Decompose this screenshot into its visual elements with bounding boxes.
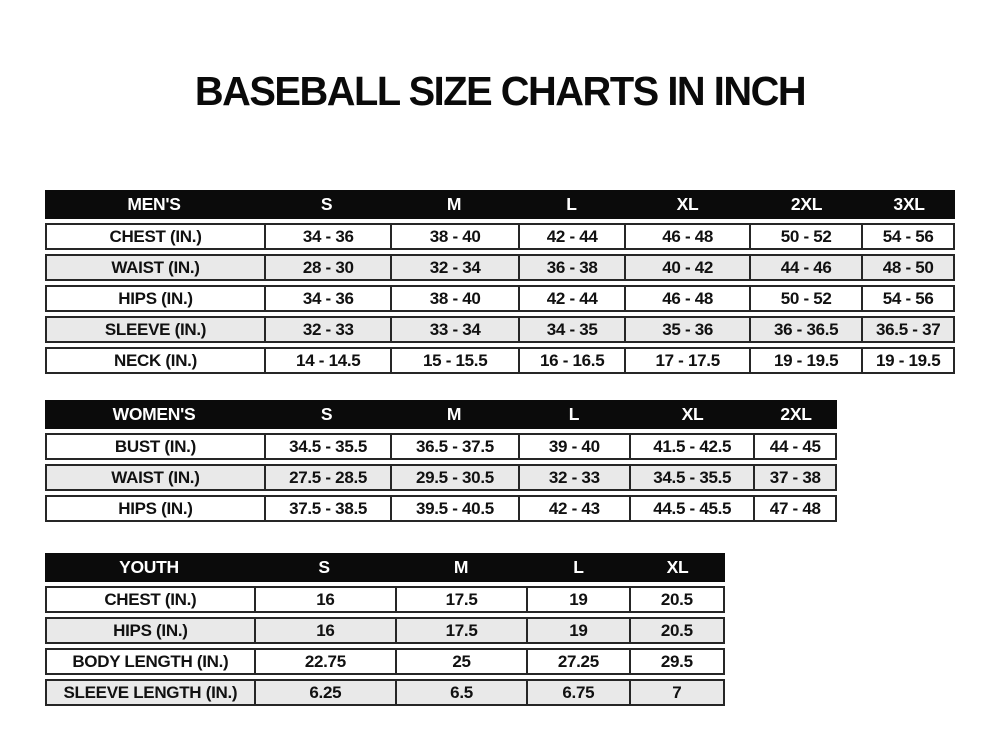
row-label: SLEEVE LENGTH (IN.) (63, 682, 238, 702)
size-value: 41.5 - 42.5 (629, 435, 753, 458)
column-header: 3XL (893, 194, 925, 214)
column-header: S (320, 404, 333, 424)
row-label: CHEST (IN.) (109, 226, 202, 246)
size-value: 19 (526, 588, 628, 611)
table-row (45, 347, 955, 374)
size-value: 50 - 52 (749, 287, 862, 310)
size-value: 34.5 - 35.5 (629, 466, 753, 489)
size-value: 39 - 40 (518, 435, 629, 458)
row-label: WAIST (IN.) (111, 467, 200, 487)
size-value: 54 - 56 (861, 225, 953, 248)
size-value: 39.5 - 40.5 (390, 497, 517, 520)
size-value: 37.5 - 38.5 (264, 497, 390, 520)
row-label: CHEST (IN.) (104, 589, 197, 609)
size-value: 17.5 (395, 619, 526, 642)
size-value: 46 - 48 (624, 287, 748, 310)
youth-header-row (45, 553, 725, 582)
column-header: M (446, 404, 462, 424)
size-value: 44.5 - 45.5 (629, 497, 753, 520)
size-value: 17 - 17.5 (624, 349, 748, 372)
size-value: 40 - 42 (624, 256, 748, 279)
size-value: 38 - 40 (390, 225, 517, 248)
row-label: NECK (IN.) (114, 350, 197, 370)
column-header: YOUTH (119, 557, 179, 577)
size-value: 35 - 36 (624, 318, 748, 341)
womens-size-table (45, 400, 837, 522)
size-value: 27.25 (526, 650, 628, 673)
youth-size-table (45, 553, 725, 706)
size-value: 6.75 (526, 681, 628, 704)
size-value: 16 (254, 588, 395, 611)
size-value: 46 - 48 (624, 225, 748, 248)
row-label: HIPS (IN.) (118, 288, 193, 308)
column-header: 2XL (780, 404, 812, 424)
size-value: 6.25 (254, 681, 395, 704)
size-value: 19 (526, 619, 628, 642)
size-value: 44 - 45 (753, 435, 835, 458)
table-row (45, 433, 837, 460)
row-label: HIPS (IN.) (113, 620, 188, 640)
size-value: 42 - 44 (518, 225, 625, 248)
size-value: 36.5 - 37 (861, 318, 953, 341)
size-value: 29.5 (629, 650, 723, 673)
size-value: 36 - 38 (518, 256, 625, 279)
column-header: L (566, 194, 577, 214)
size-value: 16 - 16.5 (518, 349, 625, 372)
row-label: BUST (IN.) (114, 436, 196, 456)
size-value: 50 - 52 (749, 225, 862, 248)
size-value: 20.5 (629, 619, 723, 642)
column-header: S (318, 557, 330, 577)
column-header: XL (681, 404, 704, 424)
size-value: 27.5 - 28.5 (264, 466, 390, 489)
size-value: 34 - 35 (518, 318, 625, 341)
column-header: XL (676, 194, 699, 214)
row-label: SLEEVE (IN.) (104, 319, 207, 339)
size-value: 54 - 56 (861, 287, 953, 310)
table-row (45, 586, 725, 613)
mens-size-table (45, 190, 955, 374)
size-value: 25 (395, 650, 526, 673)
size-value: 17.5 (395, 588, 526, 611)
size-value: 22.75 (254, 650, 395, 673)
table-row (45, 285, 955, 312)
table-row (45, 254, 955, 281)
size-value: 42 - 44 (518, 287, 625, 310)
table-row (45, 679, 725, 706)
column-header: L (573, 557, 584, 577)
size-value: 32 - 33 (518, 466, 629, 489)
size-value: 36 - 36.5 (749, 318, 862, 341)
size-value: 38 - 40 (390, 287, 517, 310)
size-value: 19 - 19.5 (861, 349, 953, 372)
table-row (45, 495, 837, 522)
size-value: 19 - 19.5 (749, 349, 862, 372)
row-label: HIPS (IN.) (118, 498, 193, 518)
size-value: 34.5 - 35.5 (264, 435, 390, 458)
row-label: BODY LENGTH (IN.) (72, 651, 229, 671)
table-row (45, 617, 725, 644)
size-value: 28 - 30 (264, 256, 390, 279)
size-value: 32 - 34 (390, 256, 517, 279)
size-value: 37 - 38 (753, 466, 835, 489)
column-header: XL (666, 557, 689, 577)
row-label: WAIST (IN.) (111, 257, 200, 277)
size-value: 32 - 33 (264, 318, 390, 341)
column-header: WOMEN'S (112, 404, 196, 424)
column-header: M (453, 557, 469, 577)
table-row (45, 316, 955, 343)
size-value: 20.5 (629, 588, 723, 611)
column-header: 2XL (790, 194, 823, 214)
size-value: 36.5 - 37.5 (390, 435, 517, 458)
column-header: S (320, 194, 333, 214)
size-value: 6.5 (395, 681, 526, 704)
size-value: 47 - 48 (753, 497, 835, 520)
table-row (45, 648, 725, 675)
size-value: 42 - 43 (518, 497, 629, 520)
column-header: MEN'S (127, 194, 181, 214)
size-value: 7 (629, 681, 723, 704)
mens-header-row (45, 190, 955, 219)
table-row (45, 223, 955, 250)
table-row (45, 464, 837, 491)
size-value: 33 - 34 (390, 318, 517, 341)
womens-header-row (45, 400, 837, 429)
size-value: 48 - 50 (861, 256, 953, 279)
column-header: L (568, 404, 580, 424)
size-value: 34 - 36 (264, 287, 390, 310)
size-value: 44 - 46 (749, 256, 862, 279)
page-title: BASEBALL SIZE CHARTS IN INCH (194, 68, 806, 114)
size-value: 34 - 36 (264, 225, 390, 248)
size-value: 15 - 15.5 (390, 349, 517, 372)
column-header: M (446, 194, 462, 214)
size-value: 14 - 14.5 (264, 349, 390, 372)
size-value: 29.5 - 30.5 (390, 466, 517, 489)
size-value: 16 (254, 619, 395, 642)
